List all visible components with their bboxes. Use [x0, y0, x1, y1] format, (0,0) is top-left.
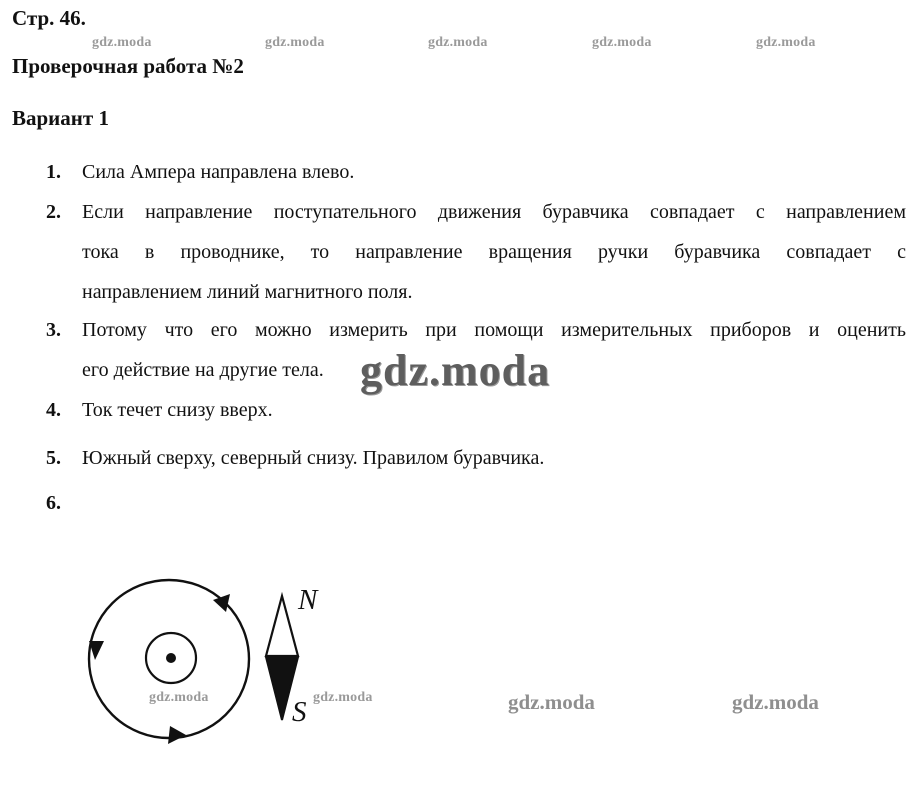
north-label: N — [298, 584, 318, 616]
answer-number: 1. — [46, 161, 61, 183]
watermark: gdz.moda — [732, 690, 819, 714]
variant-heading: Вариант 1 — [12, 106, 109, 130]
answer-text-line: направлением линий магнитного поля. — [82, 281, 413, 303]
watermark: gdz.moda — [92, 35, 152, 50]
answer-text-line: его действие на другие тела. — [82, 359, 324, 381]
answer-text-line: Южный сверху, северный снизу. Правилом буравчика. — [82, 447, 545, 469]
answer-number: 5. — [46, 447, 61, 469]
watermark-large: gdz.moda — [360, 346, 551, 395]
answer-text-line: Потому что его можно измерить при помощи измерительных приборов и оценить — [82, 319, 906, 341]
current-dot — [166, 653, 176, 663]
watermark: gdz.moda — [592, 35, 652, 50]
answer-text-line: Сила Ампера направлена влево. — [82, 161, 355, 183]
watermark: gdz.moda — [428, 35, 488, 50]
answer-number: 2. — [46, 201, 61, 223]
answer-number: 4. — [46, 399, 61, 421]
answer-text-line: Если направление поступательного движения буравчика совпадает с направлением — [82, 201, 906, 223]
watermark: gdz.moda — [313, 690, 373, 705]
watermark: gdz.moda — [265, 35, 325, 50]
answer-text-line: тока в проводнике, то направление вращения ручки буравчика совпадает с — [82, 241, 906, 263]
watermark: gdz.moda — [756, 35, 816, 50]
field-arrow — [89, 641, 104, 660]
answer-number: 3. — [46, 319, 61, 341]
answer-number: 6. — [46, 492, 61, 514]
field-arrow — [213, 594, 230, 612]
south-label: S — [292, 696, 307, 728]
page-reference: Стр. 46. — [12, 6, 86, 30]
watermark: gdz.moda — [508, 690, 595, 714]
watermark: gdz.moda — [149, 690, 209, 705]
worksheet-title: Проверочная работа №2 — [12, 54, 244, 78]
field-arrow — [168, 726, 186, 744]
compass-needle-north — [266, 596, 298, 656]
answer-text-line: Ток течет снизу вверх. — [82, 399, 273, 421]
